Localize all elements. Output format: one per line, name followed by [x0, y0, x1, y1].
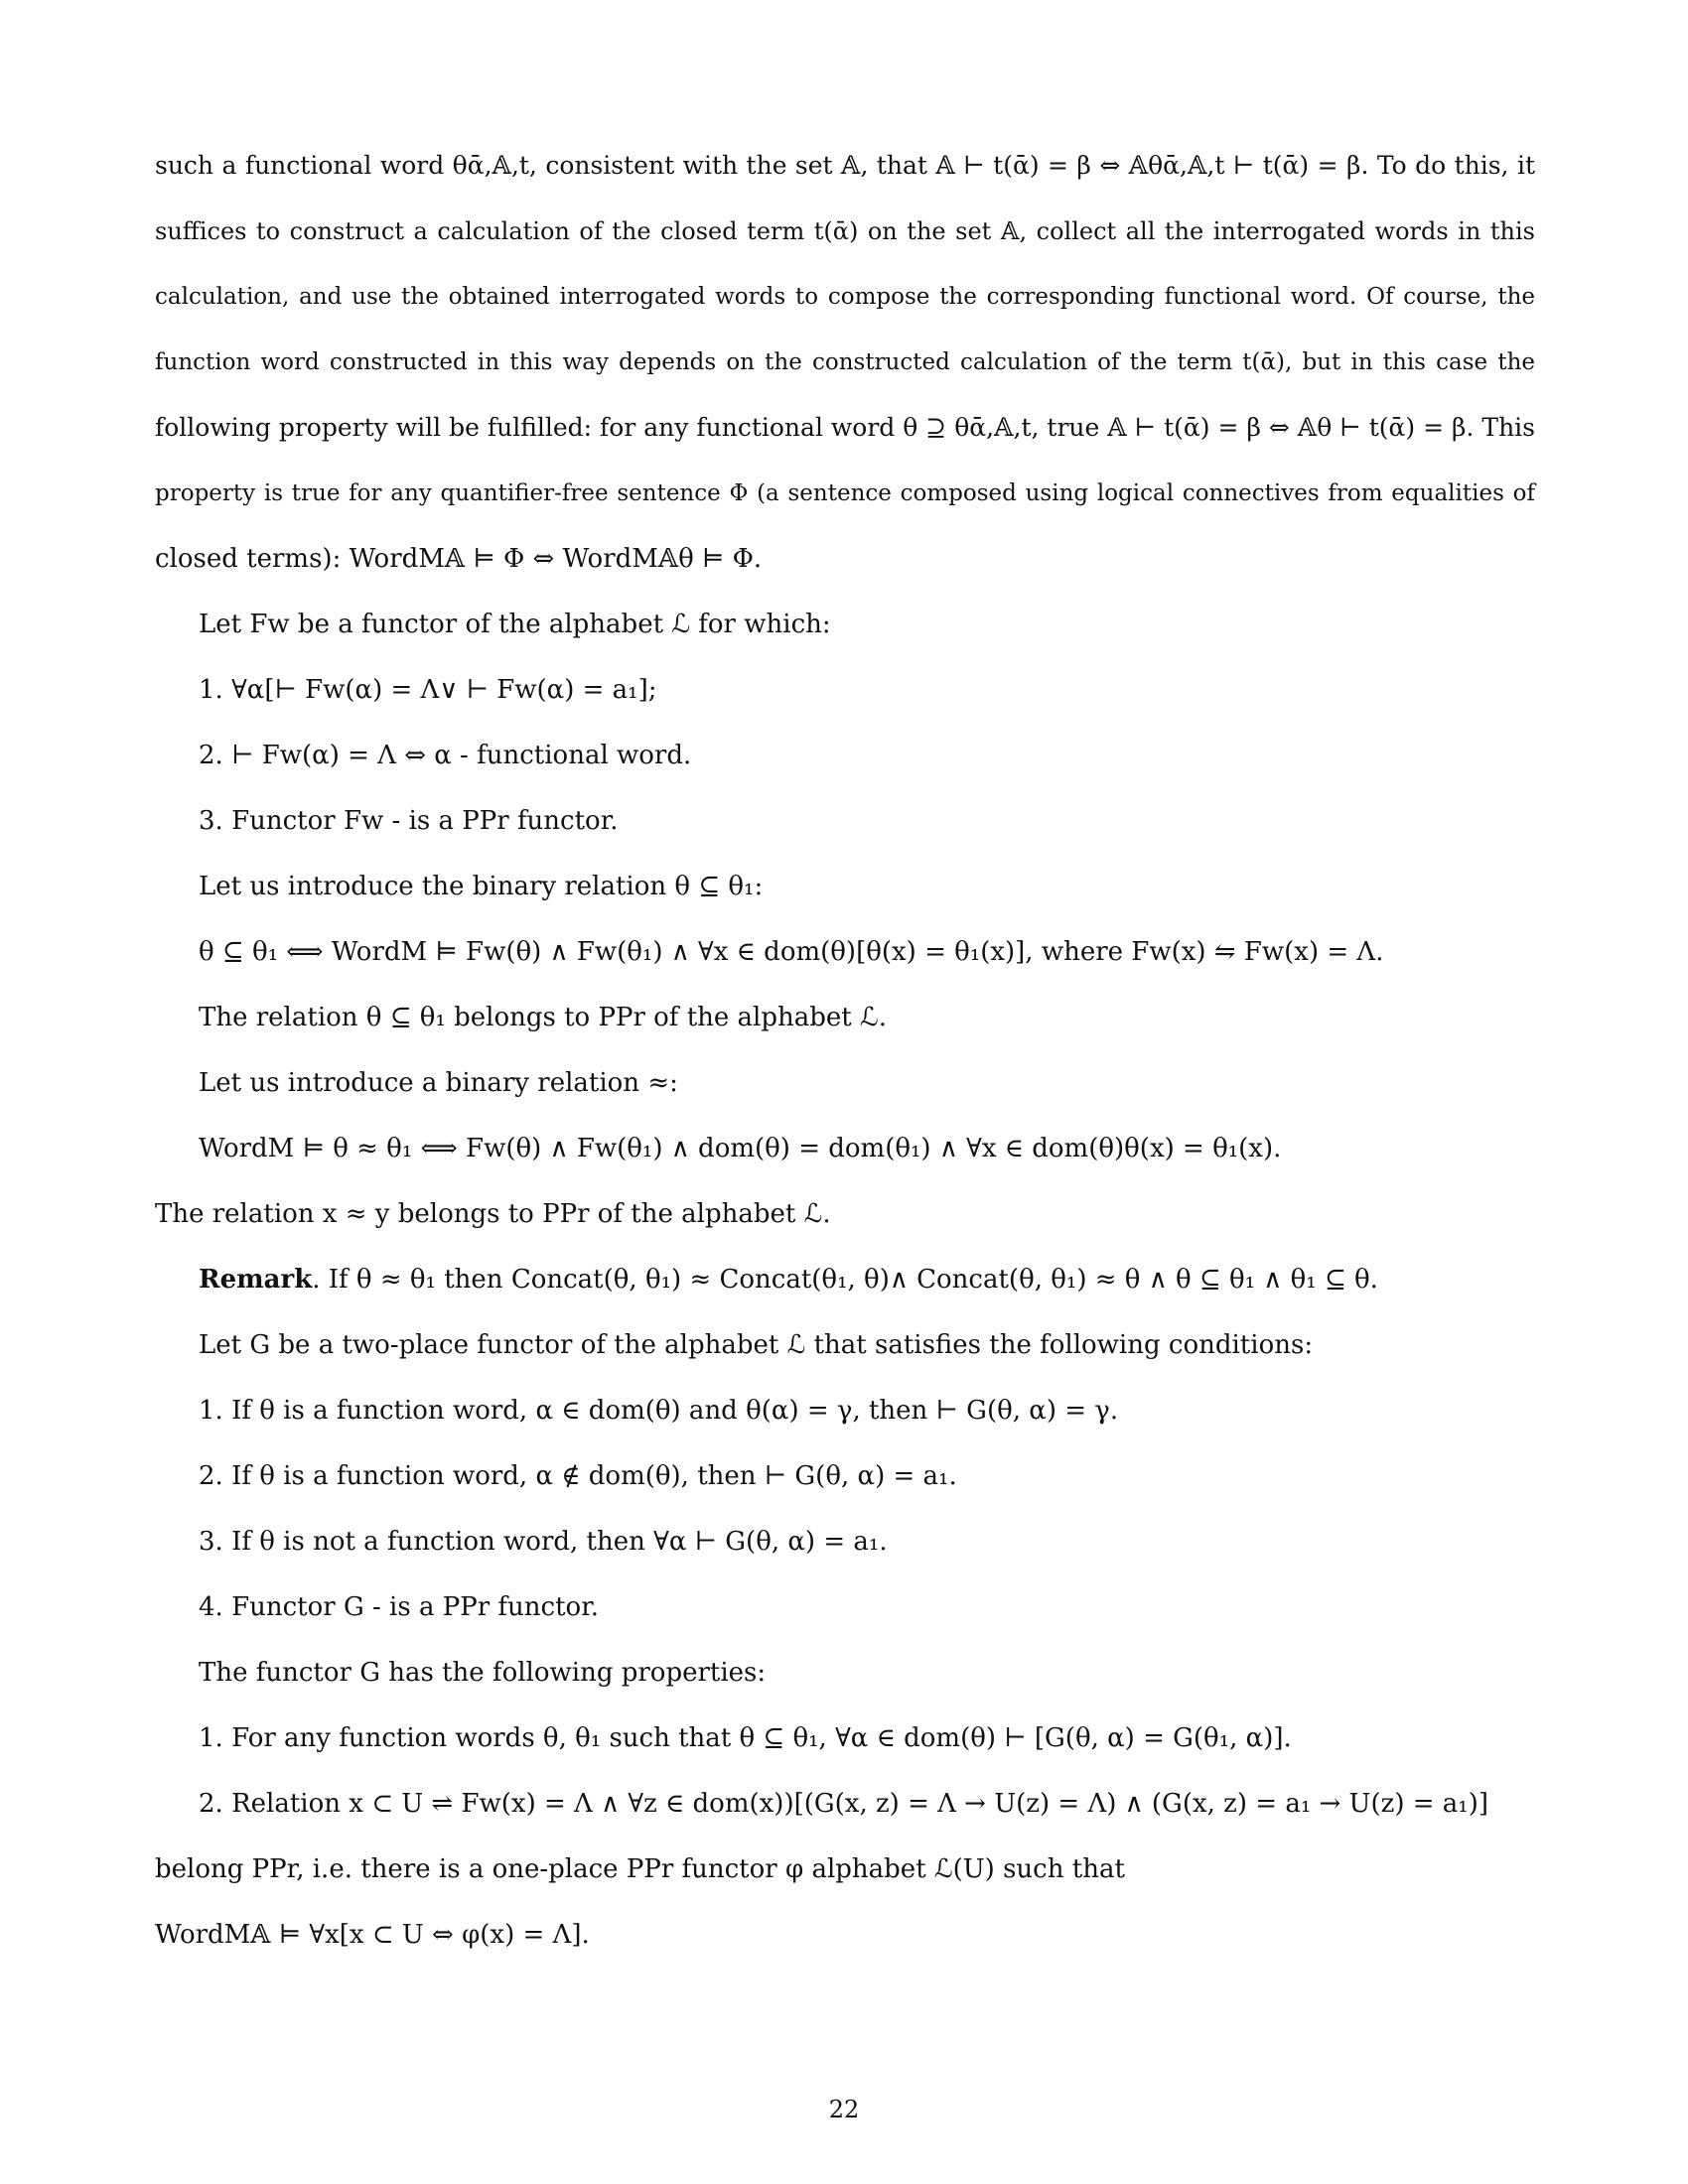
subset-intro: Let us introduce the binary relation θ ⊆ θ₁: [199, 872, 764, 901]
g-property: 2. Relation x ⊂ U ⇌ Fw(x) = Λ ∧ ∀z ∈ dom(x))[(G(x, z) = Λ → U(z) = Λ) ∧ (G(x, z) = a₁ → U(z) = a₁)] [199, 1789, 1488, 1819]
approx-definition: WordM ⊨ θ ≈ θ₁ ⟺ Fw(θ) ∧ Fw(θ₁) ∧ dom(θ) = dom(θ₁) ∧ ∀x ∈ dom(θ)θ(x) = θ₁(x). [199, 1134, 1282, 1163]
subset-ppr: The relation θ ⊆ θ₁ belongs to PPr of the alphabet ℒ. [199, 1003, 887, 1032]
g-condition: 4. Functor G - is a PPr functor. [199, 1592, 600, 1622]
g-property-formula: WordM𝔸 ⊨ ∀x[x ⊂ U ⇔ φ(x) = Λ]. [155, 1920, 590, 1950]
remark-text: . If θ ≈ θ₁ then Concat(θ, θ₁) ≈ Concat(θ₁, θ)∧ Concat(θ, θ₁) ≈ θ ∧ θ ⊆ θ₁ ∧ θ₁ ⊆ θ. [312, 1265, 1378, 1295]
g-condition: 1. If θ is a function word, α ∈ dom(θ) and θ(α) = γ, then ⊢ G(θ, α) = γ. [199, 1396, 1119, 1426]
approx-ppr: The relation x ≈ y belongs to PPr of the alphabet ℒ. [155, 1199, 831, 1229]
page-number: 22 [828, 2096, 860, 2123]
fw-condition: 3. Functor Fw - is a PPr functor. [199, 806, 619, 836]
g-properties-intro: The functor G has the following properties: [199, 1658, 767, 1688]
subset-definition: θ ⊆ θ₁ ⟺ WordM ⊨ Fw(θ) ∧ Fw(θ₁) ∧ ∀x ∈ dom(θ)[θ(x) = θ₁(x)], where Fw(x) ⇋ Fw(x) = Λ. [199, 937, 1384, 967]
paragraph-line: suffices to construct a calculation of the closed term t(ᾱ) on the set 𝔸, collect all the interrogated words in this [155, 217, 1535, 245]
fw-condition: 1. ∀α[⊢ Fw(α) = Λ∨ ⊢ Fw(α) = a₁]; [199, 675, 657, 705]
g-property-continuation: belong PPr, i.e. there is a one-place PPr functor φ alphabet ℒ(U) such that [155, 1854, 1125, 1884]
g-property: 1. For any function words θ, θ₁ such that θ ⊆ θ₁, ∀α ∈ dom(θ) ⊢ [G(θ, α) = G(θ₁, α)]. [199, 1723, 1292, 1753]
paragraph-line: closed terms): WordM𝔸 ⊨ Φ ⇔ WordM𝔸θ ⊨ Φ. [155, 544, 763, 574]
remark [199, 1263, 1378, 1297]
g-condition: 2. If θ is a function word, α ∉ dom(θ), then ⊢ G(θ, α) = a₁. [199, 1461, 957, 1491]
fw-intro: Let Fw be a functor of the alphabet ℒ for which: [199, 610, 831, 639]
paragraph-line: following property will be fulfilled: for any functional word θ ⊇ θᾱ,𝔸,t, true 𝔸 ⊢ t(ᾱ) = β ⇔ 𝔸θ ⊢ t(ᾱ) = β. This [155, 413, 1535, 442]
fw-condition: 2. ⊢ Fw(α) = Λ ⇔ α - functional word. [199, 741, 692, 770]
paragraph-line: such a functional word θᾱ,𝔸,t, consistent with the set 𝔸, that 𝔸 ⊢ t(ᾱ) = β ⇔ 𝔸θᾱ,𝔸,t ⊢ t(ᾱ) = β. To do this, it [155, 151, 1535, 180]
g-intro: Let G be a two-place functor of the alphabet ℒ that satisfies the following conditions: [199, 1330, 1314, 1360]
paragraph-line: calculation, and use the obtained interrogated words to compose the corresponding functional word. Of course, the [155, 284, 1535, 310]
g-condition: 3. If θ is not a function word, then ∀α ⊢ G(θ, α) = a₁. [199, 1527, 888, 1557]
remark-label: Remark [199, 1265, 313, 1295]
approx-intro: Let us introduce a binary relation ≈: [199, 1068, 678, 1098]
paragraph-line: property is true for any quantifier-free sentence Φ (a sentence composed using logical connectives from equalities of [155, 480, 1535, 506]
paragraph-line: function word constructed in this way depends on the constructed calculation of the term t(ᾱ), but in this case the [155, 349, 1535, 375]
